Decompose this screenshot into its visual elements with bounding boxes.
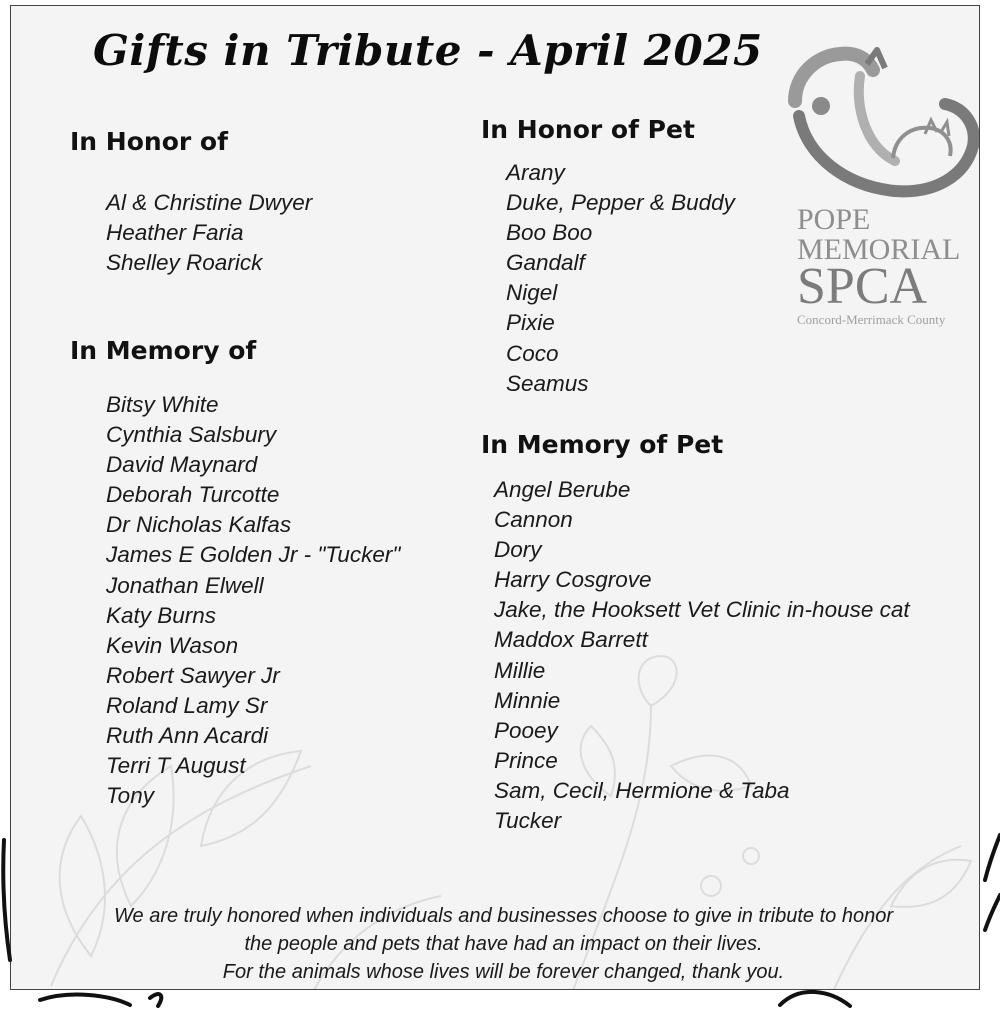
list-item: Boo Boo [506,220,593,246]
honor-pet-list [506,158,735,399]
list-item: Minnie [494,687,561,713]
list-item: Deborah Turcotte [106,482,280,508]
logo-text-county: Concord-Merrimack County [797,312,946,327]
list-item: Pixie [506,310,555,336]
list-item: Gandalf [506,250,585,276]
footer-line: the people and pets that have had an impact on their lives. [244,933,763,955]
list-item: Angel Berube [494,477,631,502]
logo-text-spca: SPCA [797,258,928,315]
list-item: Dory [494,537,542,563]
list-item: Shelley Roarick [106,250,263,276]
list-item: Maddox Barrett [494,627,648,653]
honor-pet-heading: In Honor of Pet [481,115,695,144]
logo-text-pope: POPE [797,203,871,236]
list-item: Arany [506,160,565,185]
list-item: Coco [506,340,559,366]
logo-text-memorial: MEMORIAL [797,233,961,266]
footer-line: For the animals whose lives will be forever changed, thank you. [222,961,785,983]
list-item: Tucker [494,808,562,834]
list-item: Millie [494,657,546,683]
list-item: Bitsy White [106,392,219,417]
list-item: Ruth Ann Acardi [106,723,269,749]
list-item: Katy Burns [106,602,217,628]
list-item: Pooey [494,717,558,743]
list-item: Robert Sawyer Jr [106,662,280,688]
list-item: Harry Cosgrove [494,567,652,593]
list-item: Al & Christine Dwyer [106,190,313,215]
memory-pet-list [494,475,910,836]
list-item: Duke, Pepper & Buddy [506,190,735,216]
list-item: James E Golden Jr - "Tucker" [106,542,401,568]
page-title: Gifts in Tribute - April 2025 [93,26,763,75]
list-item: Roland Lamy Sr [106,692,268,718]
tribute-card [10,5,980,990]
pet-silhouette-icon [785,46,980,206]
memory-heading: In Memory of [70,336,257,365]
memory-pet-heading: In Memory of Pet [481,430,724,459]
spca-logo [785,46,980,336]
list-item: Jonathan Elwell [106,572,264,598]
list-item: Nigel [506,280,558,306]
honor-list [106,188,312,278]
list-item: Tony [106,783,154,809]
list-item: Terri T August [106,753,246,779]
list-item: Cannon [494,507,573,533]
list-item: Prince [494,747,558,773]
honor-heading: In Honor of [70,127,228,156]
list-item: Seamus [506,370,589,396]
list-item: David Maynard [106,452,258,478]
list-item: Dr Nicholas Kalfas [106,512,292,538]
memory-list [106,390,400,811]
footer-message [31,902,976,986]
list-item: Kevin Wason [106,632,239,658]
list-item: Cynthia Salsbury [106,422,277,448]
list-item: Heather Faria [106,220,244,246]
list-item: Jake, the Hooksett Vet Clinic in-house cat [494,597,910,623]
list-item: Sam, Cecil, Hermione & Taba [494,777,790,803]
footer-line: We are truly honored when individuals and businesses choose to give in tribute to honor [114,905,893,927]
